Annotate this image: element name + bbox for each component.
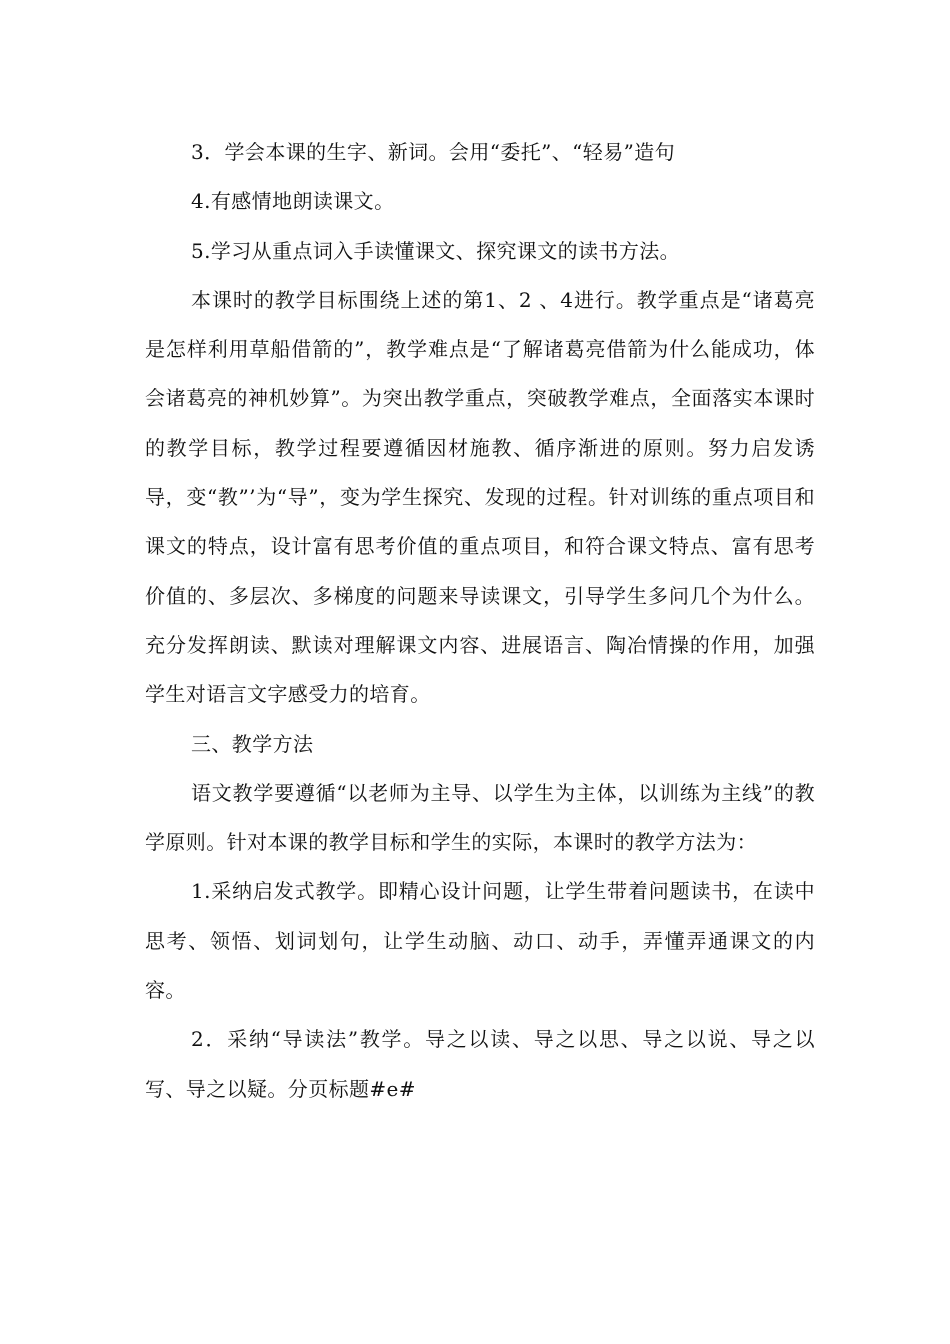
objective-5: 5.学习从重点词入手读懂课文、探究课文的读书方法。	[191, 238, 681, 263]
section-heading-teaching-methods: 三、教学方法	[191, 731, 314, 756]
document-body	[145, 128, 815, 1114]
method-1-paragraph: 1.采纳启发式教学。即精心设计问题，让学生带着问题读书，在读中思考、领悟、划词划句，让学生动脑、动口、动手，弄懂弄通课文的内容。	[145, 879, 815, 1003]
teaching-principle-paragraph: 语文教学要遵循“以老师为主导、以学生为主体，以训练为主线”的教学原则。针对本课的教学目标和学生的实际，本课时的教学方法为：	[145, 780, 815, 855]
lesson-focus-paragraph: 本课时的教学目标围绕上述的第1、2 、4进行。教学重点是“诸葛亮是怎样利用草船借箭的”，教学难点是“了解诸葛亮借箭为什么能成功，体会诸葛亮的神机妙算”。为突出教学重点，突破教学难点，全面落实本课时的教学目标，教学过程要遵循因材施教、循序渐进的原则。努力启发诱导，变“教”’为“导”，变为学生探究、发现的过程。针对训练的重点项目和课文的特点，设计富有思考价值的重点项目，和符合课文特点、富有思考价值的、多层次、多梯度的问题来导读课文，引导学生多问几个为什么。充分发挥朗读、默读对理解课文内容、进展语言、陶冶情操的作用，加强学生对语言文字感受力的培育。	[145, 287, 815, 707]
method-2-paragraph: 2．采纳“导读法”教学。导之以读、导之以思、导之以说、导之以写、导之以疑。分页标题#e#	[145, 1027, 815, 1101]
objective-4: 4.有感情地朗读课文。	[191, 189, 395, 214]
objective-3: 3．学会本课的生字、新词。会用“委托”、“轻易”造句	[191, 140, 676, 164]
